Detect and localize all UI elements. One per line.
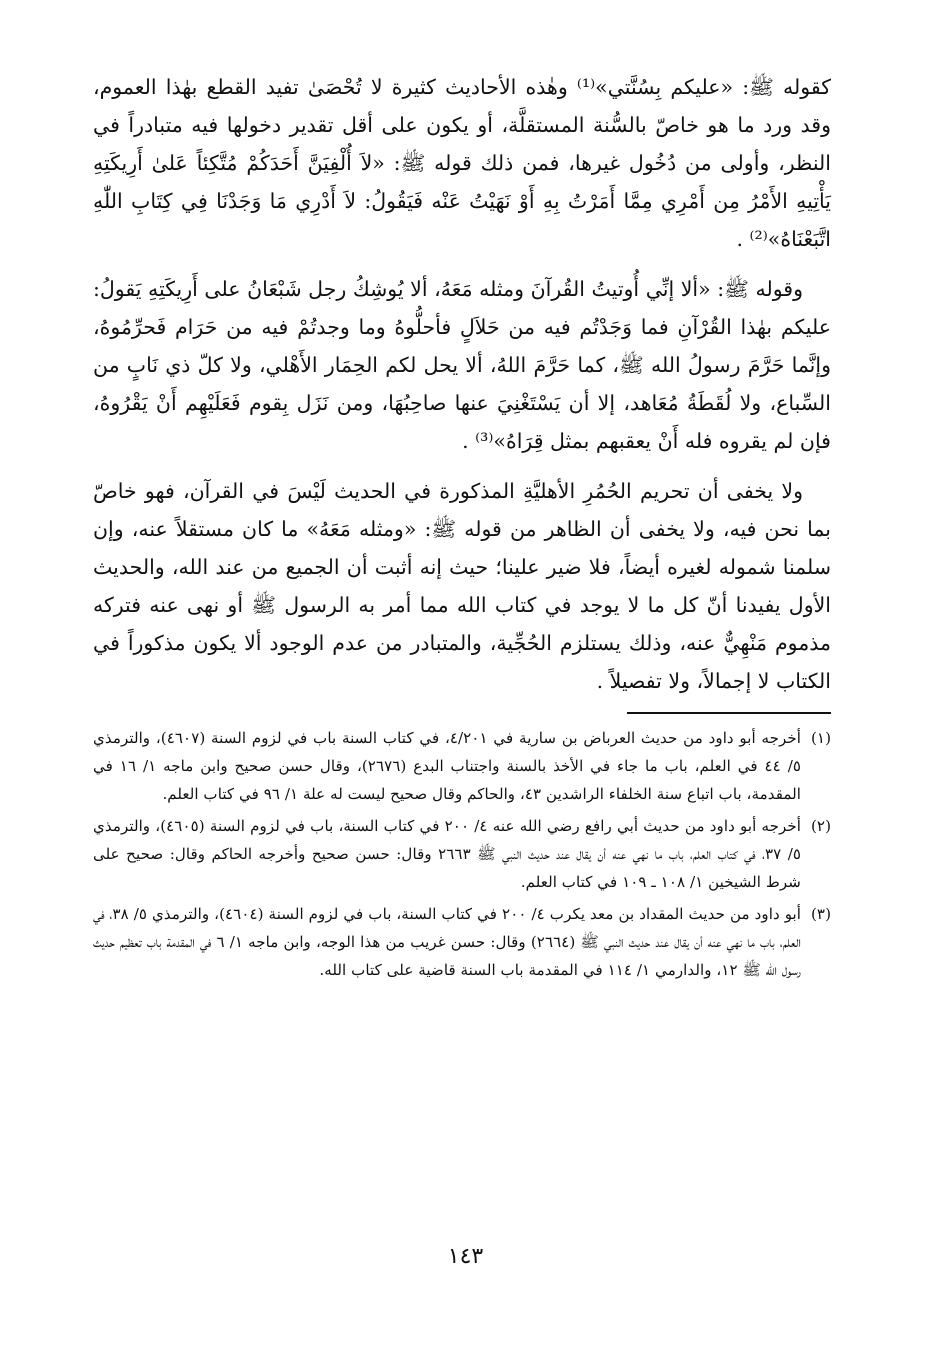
footnote-number: (١) — [810, 729, 831, 747]
footnotes — [93, 724, 831, 984]
footnote — [93, 724, 831, 808]
footnote — [93, 812, 831, 896]
footnote — [93, 900, 831, 984]
main-text — [93, 68, 831, 700]
footnote-text: أخرجه أبو داود من حديث أبي رافع رضي الله عنه ٤/ ٢٠٠ في كتاب السنة، باب في لزوم السنة (٤٦٠٥)، والترمذي ٥/ ٣٧، في كتاب العلم، باب ما نهي عنه أن يقال عند حديث النبي ﷺ ٢٦٦٣ وقال: حسن صحيح وأخرجه الحاكم وقال: صحيح على شرط الشيخين ١/ ١٠٨ ـ ١٠٩ في كتاب العلم. — [93, 817, 801, 891]
footnote-text: أبو داود من حديث المقداد بن معد يكرب ٤/ ٢٠٠ في كتاب السنة، باب في لزوم السنة (٤٦٠٤)، والترمذي ٥/ ٣٨، في العلم، باب ما نهي عنه أن يقال عند حديث النبي ﷺ (٢٦٦٤) وقال: حسن غريب من هذا الوجه، وابن ماجه ١/ ٦ في المقدمة باب تعظيم حديث رسول الله ﷺ ١٢، والدارمي ١/ ١١٤ في المقدمة باب السنة قاضية على كتاب الله. — [93, 905, 801, 979]
footnote-number: (٢) — [810, 817, 831, 835]
footnote-number: (٣) — [810, 905, 831, 923]
paragraph-3: ولا يخفى أن تحريم الحُمُرِ الأهليَّةِ المذكورة في الحديث لَيْسَ في القرآن، فهو خاصّ بما نحن فيه، ولا يخفى أن الظاهر من قوله ﷺ: «ومثله مَعَهُ» ما كان مستقلاً عنه، وإن سلمنا شموله لغيره أيضاً، فلا ضير علينا؛ حيث إنه أثبت أن الجميع من عند الله، والحديث الأول يفيدنا أنّ كل ما لا يوجد في كتاب الله مما أمر به الرسول ﷺ أو نهى عنه فتركه مذموم مَنْهِيٌّ عنه، وذلك يستلزم الحُجِّية، والمتبادر من عدم الوجود ألا يكون مذكوراً في الكتاب لا إجمالاً، ولا تفصيلاً . — [93, 479, 831, 693]
paragraph-2: وقوله ﷺ: «ألا إنِّي أُوتيتُ القُرآنَ ومثله مَعَهُ، ألا يُوشِكُ رجل شَبْعَانُ على أَرِيكَتِهِ يَقولُ: عليكم بهٰذا القُرْآنِ فما وَجَدْتُم فيه من حَلاَلٍ فأحلُّوهُ وما وجدتُمْ فيه من حَرَام فَحرِّمُوهُ، وإنَّما حَرَّمَ رسولُ الله ﷺ، كما حَرَّمَ اللهُ، ألا يحل لكم الحِمَار الأَهْلي، ولا كلّ ذي نَابٍ من السِّباع، ولا لُقَطَةُ مُعَاهد، إلا أن يَسْتَغْنِيَ عنها صاحِبُهَا، ومن نَزَل بِقوم فَعَلَيْهِم أَنْ يَقْرُوهُ، فإن لم يقروه فله أَنْ يعقبهم بمثل قِرَاهُ»⁽³⁾ . — [93, 277, 831, 453]
paragraph-1: كقوله ﷺ: «عليكم بِسُنَّتي»⁽¹⁾ وهٰذه الأحاديث كثيرة لا تُحْصَىٰ تفيد القطع بهٰذا العموم، وقد ورد ما هو خاصّ بالسُّنة المستقلَّة، أو يكون على أقل تقدير دخولها فيه متبادراً في النظر، وأولى من دُخُول غيرها، فمن ذلك قوله ﷺ: «لاَ أُلْفِيَنَّ أَحَدَكُمْ مُتَّكِئاً عَلىٰ أَرِيكَتِهِ يَأْتِيهِ الأَمْرُ مِن أَمْرِي مِمَّا أَمَرْتُ بِهِ أَوْ نَهَيْتُ عَنْه فَيَقُولُ: لاَ أَدْرِي مَا وَجَدْنَا فِي كِتَابِ اللّٰهِ اتَّبَعْنَاهُ»⁽²⁾ . — [93, 75, 831, 251]
page-number: ١٤٣ — [447, 1244, 484, 1269]
footnote-separator — [627, 712, 831, 714]
footnote-text: أخرجه أبو داود من حديث العرباض بن سارية في ٤/٢٠١، في كتاب السنة باب في لزوم السنة (٤٦٠٧)، والترمذي ٥/ ٤٤ في العلم، باب ما جاء في الأخذ بالسنة واجتناب البدع (٢٦٧٦)، وقال حسن صحيح وابن ماجه ١/ ١٦ في المقدمة، باب اتباع سنة الخلفاء الراشدين ٤٣، والحاكم وقال صحيح ليست له علة ١/ ٩٦ في كتاب العلم. — [93, 729, 801, 803]
book-page — [93, 68, 831, 988]
